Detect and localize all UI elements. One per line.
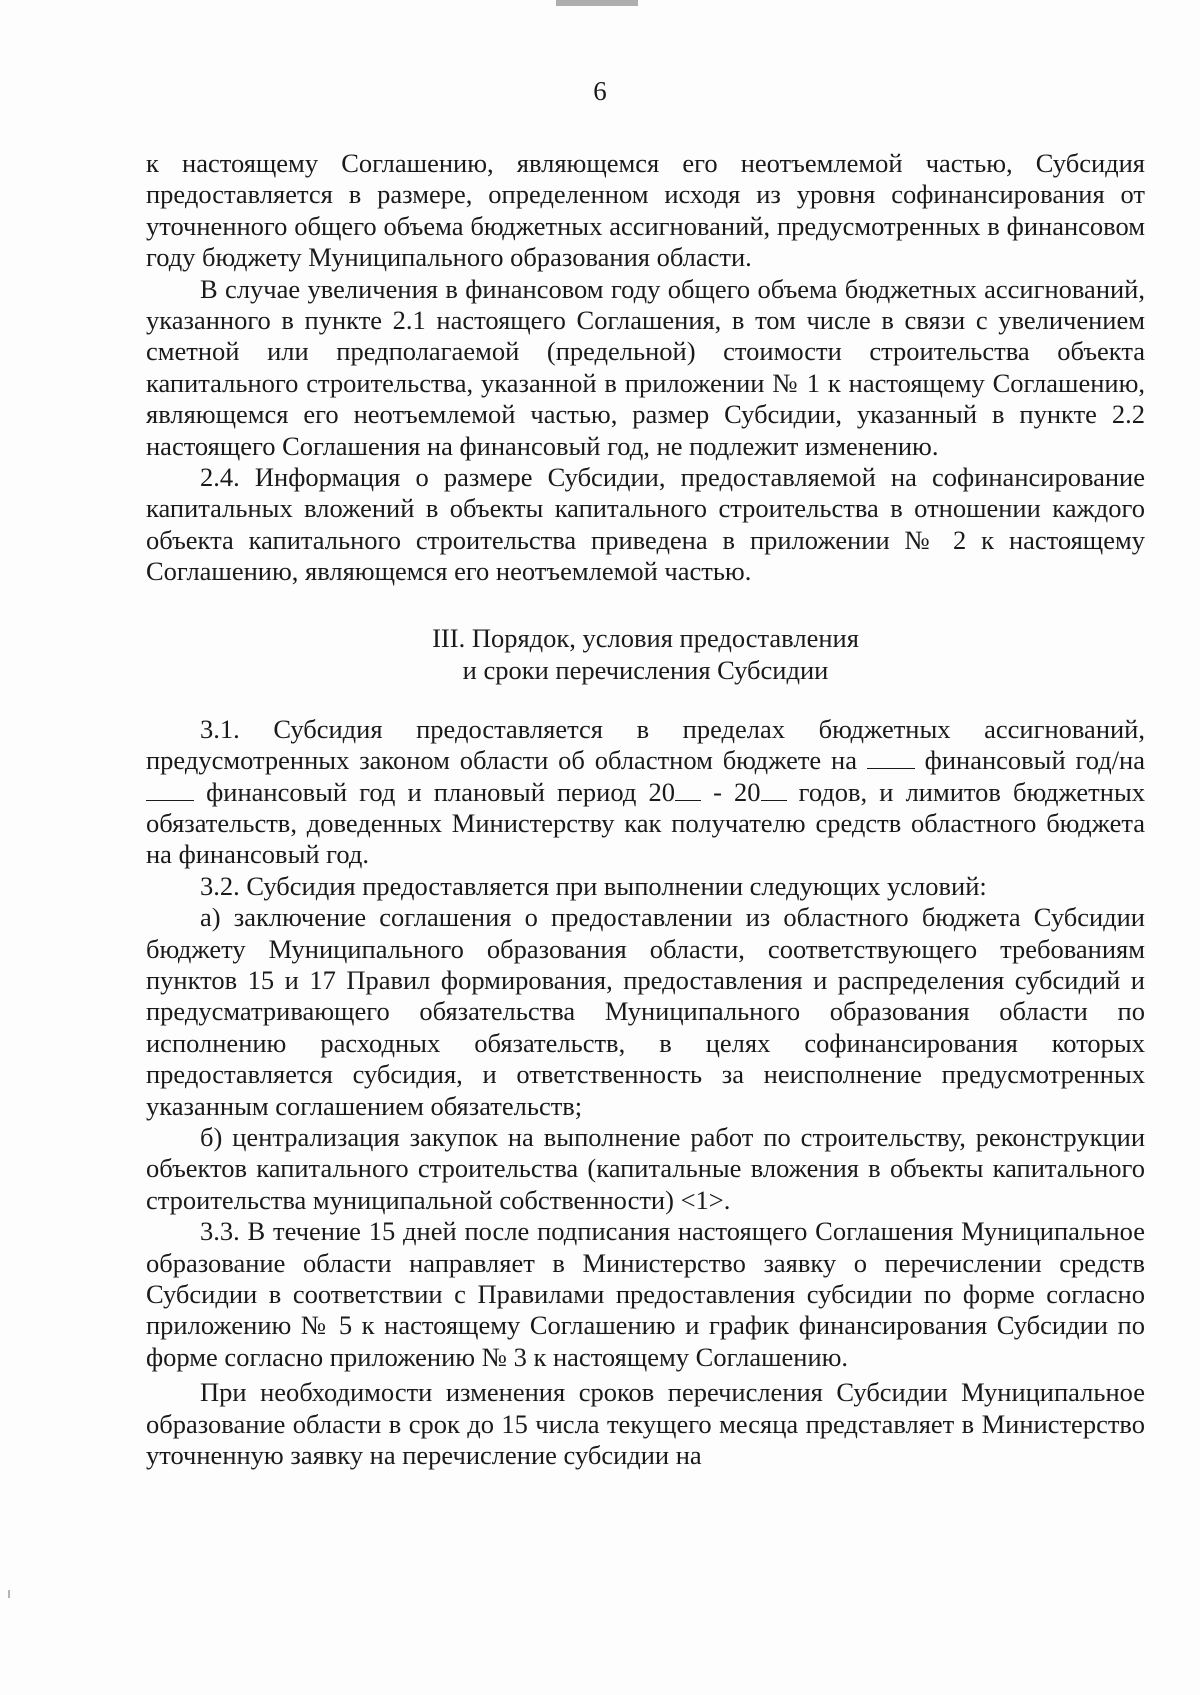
blank-year-field-4	[761, 778, 787, 801]
paragraph-2-4: 2.4. Информация о размере Субсидии, предоставляемой на софинансирование капитальных вложений в объекты капитального строительства в отношении каждого объекта капитального строительства приведена в приложении № 2 к настоящему Соглашению, являющемся его неотъемлемой частью.	[146, 462, 1145, 587]
blank-year-field-2	[146, 778, 194, 801]
paragraph-3-1-part-c: финансовый год и плановый период 20	[194, 776, 675, 807]
paragraph-subsidy-increase: В случае увеличения в финансовом году общего объема бюджетных ассигнований, указанного в пункте 2.1 настоящего Соглашения, в том числе в связи с увеличением сметной или предполагаемой (предельной) стоимости строительства объекта капитального строительства, указанной в приложении № 1 к настоящему Соглашению, являющемся его неотъемлемой частью, размер Субсидии, указанный в пункте 2.2 настоящего Соглашения на финансовый год, не подлежит изменению.	[146, 273, 1145, 461]
paragraph-3-2: 3.2. Субсидия предоставляется при выполнении следующих условий:	[200, 870, 987, 901]
blank-year-field-3	[675, 778, 701, 801]
page-number: 6	[593, 76, 607, 106]
paragraph-3-1-part-b: финансовый год/на	[914, 745, 1145, 776]
paragraph-deadline-change: При необходимости изменения сроков перечисления Субсидии Муниципальное образование области в срок до 15 числа текущего месяца представляет в Министерство уточненную заявку на перечисление субсидии на	[146, 1377, 1145, 1471]
section-heading	[146, 622, 1145, 686]
document-body	[146, 148, 1145, 1471]
scan-artifact-left	[8, 1590, 10, 1598]
blank-year-field-1	[867, 746, 915, 769]
paragraph-3-3: 3.3. В течение 15 дней после подписания настоящего Соглашения Муниципальное образование области направляет в Министерство заявку о перечислении средств Субсидии в соответствии с Правилами предоставления субсидии по форме согласно приложению № 5 к настоящему Соглашению и график финансирования Субсидии по форме согласно приложению № 3 к настоящему Соглашению.	[146, 1216, 1145, 1372]
paragraph-3-2-a: а) заключение соглашения о предоставлении из областного бюджета Субсидии бюджету Муниципального образования области, соответствующего требованиям пунктов 15 и 17 Правил формирования, предоставления и распределения субсидий и предусматривающего обязательства Муниципального образования области по исполнению расходных обязательств, в целях софинансирования которых предоставляется субсидия, и ответственность за неисполнение предусмотренных указанным соглашением обязательств;	[146, 902, 1145, 1121]
scan-artifact-top	[556, 0, 638, 6]
paragraph-3-2-b: б) централизация закупок на выполнение работ по строительству, реконструкции объектов капитального строительства (капитальные вложения в объекты капитального строительства муниципальной собственности) <1>.	[146, 1121, 1145, 1215]
paragraph-continuation: к настоящему Соглашению, являющемся его неотъемлемой частью, Субсидия предоставляется в размере, определенном исходя из уровня софинансирования от уточненного общего объема бюджетных ассигнований, предусмотренных в финансовом году бюджету Муниципального образования области.	[146, 148, 1145, 273]
paragraph-3-1-part-d: - 20	[700, 776, 761, 807]
paragraph-3-1-part-a: 3.1. Субсидия предоставляется в пределах бюджетных ассигнований, предусмотренных законом области об областном бюджете на	[146, 713, 1145, 776]
section-heading-line-1: III. Порядок, условия предоставления	[432, 622, 859, 653]
paragraph-3-1-part-e: годов, и лимитов бюджетных обязательств, доведенных Министерству как получателю средств областного бюджета на финансовый год.	[146, 776, 1145, 870]
section-heading-line-2: и сроки перечисления Субсидии	[462, 654, 829, 685]
paragraph-3-1	[146, 714, 1145, 871]
